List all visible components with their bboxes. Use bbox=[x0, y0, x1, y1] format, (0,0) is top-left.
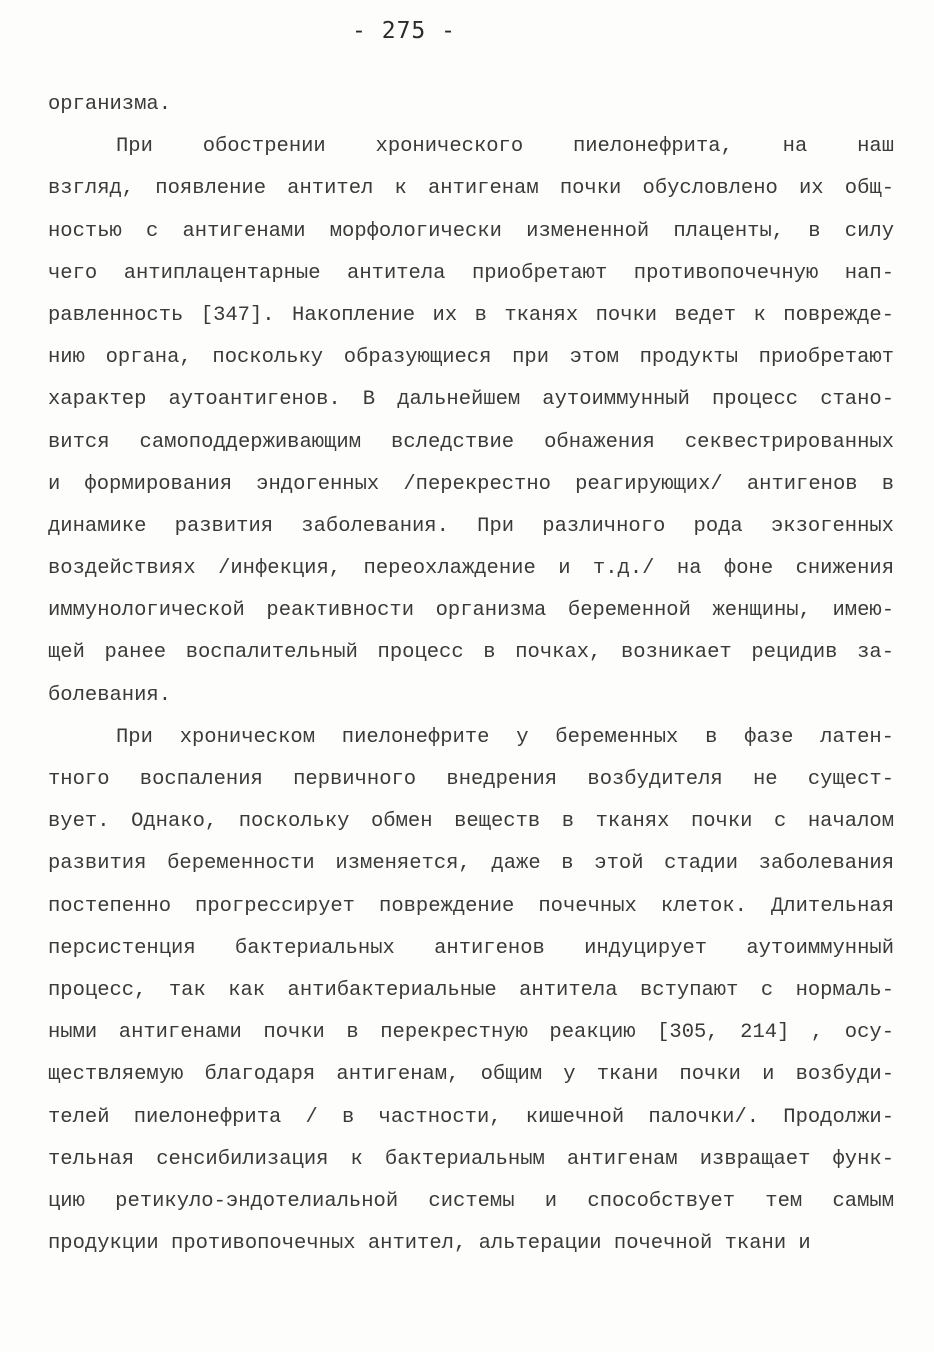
text-line: взгляд, появление антител к антигенам почки обусловлено их общ- bbox=[48, 177, 894, 201]
text-line: воздействиях /инфекция, переохлаждение и т.д./ на фоне снижения bbox=[48, 557, 894, 581]
text-line: характер аутоантигенов. В дальнейшем аутоиммунный процесс стано- bbox=[48, 388, 894, 412]
text-line: динамике развития заболевания. При различного рода экзогенных bbox=[48, 514, 894, 538]
text-line: тного воспаления первичного внедрения возбудителя не сущест- bbox=[48, 768, 894, 791]
text-line: При обострении хронического пиелонефрита, на наш bbox=[116, 135, 894, 159]
text-line: цию ретикуло-эндотелиальной системы и способствует тем самым bbox=[48, 1189, 894, 1213]
text-line: постепенно прогрессирует повреждение почечных клеток. Длительная bbox=[48, 894, 894, 918]
text-line: ными антигенами почки в перекрестную реакцию [305, 214] , осу- bbox=[48, 1021, 894, 1045]
text-line: щей ранее воспалительный процесс в почках, возникает рецидив за- bbox=[48, 641, 894, 665]
text-line: нию органа, поскольку образующиеся при этом продукты приобретают bbox=[48, 346, 894, 370]
text-line: болевания. bbox=[48, 683, 172, 707]
text-line: продукции противопочечных антител, альтерации почечной ткани и bbox=[48, 1232, 811, 1256]
text-line: ществляемую благодаря антигенам, общим у ткани почки и возбуди- bbox=[48, 1063, 894, 1087]
text-line: организма. bbox=[48, 93, 172, 116]
page-number: - 275 - bbox=[352, 18, 456, 44]
text-line: иммунологической реактивности организма беременной женщины, имею- bbox=[48, 599, 894, 623]
text-line: ностью с антигенами морфологически измененной плаценты, в силу bbox=[48, 219, 894, 243]
text-line: персистенция бактериальных антигенов индуцирует аутоиммунный bbox=[48, 936, 894, 960]
text-line: вует. Однако, поскольку обмен веществ в тканях почки с началом bbox=[48, 810, 894, 834]
text-line: вится самоподдерживающим вследствие обнажения секвестрированных bbox=[48, 430, 894, 454]
text-line: и формирования эндогенных /перекрестно реагирующих/ антигенов в bbox=[48, 472, 894, 496]
text-line: процесс, так как антибактериальные антитела вступают с нормаль- bbox=[48, 978, 894, 1002]
text-line: развития беременности изменяется, даже в этой стадии заболевания bbox=[48, 852, 894, 876]
text-line: тельная сенсибилизация к бактериальным антигенам извращает функ- bbox=[48, 1147, 894, 1171]
text-line: равленность [347]. Накопление их в тканях почки ведет к поврежде- bbox=[48, 303, 894, 327]
body-text bbox=[48, 84, 894, 1265]
text-line: При хроническом пиелонефрите у беременных в фазе латен- bbox=[116, 725, 894, 749]
text-line: чего антиплацентарные антитела приобретают противопочечную нап- bbox=[48, 261, 894, 285]
text-line: телей пиелонефрита / в частности, кишечной палочки/. Продолжи- bbox=[48, 1105, 894, 1129]
